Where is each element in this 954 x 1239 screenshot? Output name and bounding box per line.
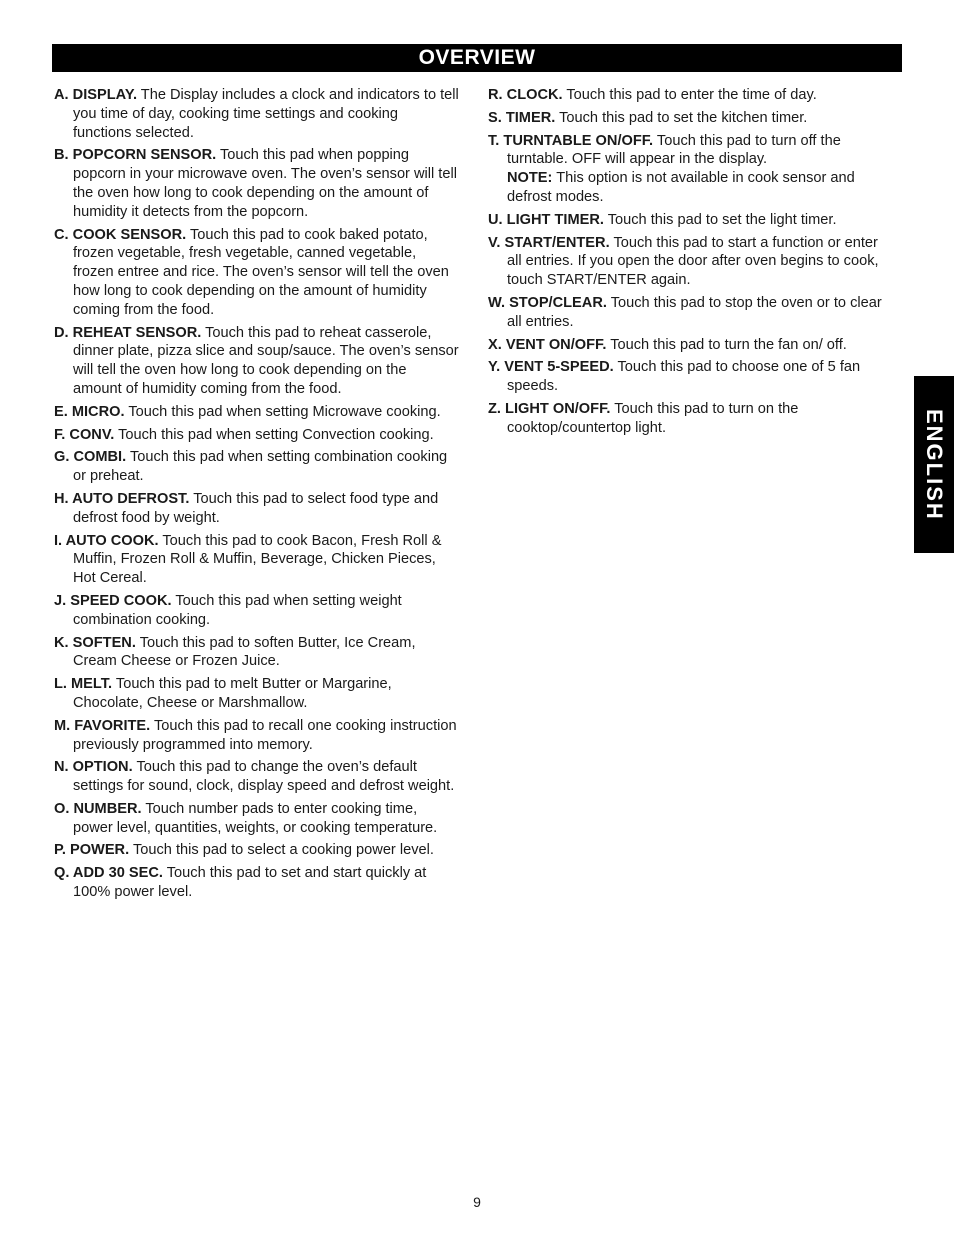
entry-label: G. COMBI. bbox=[54, 449, 127, 466]
entry-text: Touch this pad to set and start quickly at 100% power level. bbox=[73, 865, 427, 901]
entry-label: E. MICRO. bbox=[54, 403, 125, 420]
entry-text: Touch this pad to turn off the turntable. OFF will appear in the display. bbox=[507, 132, 841, 168]
entry-text: Touch this pad to cook baked potato, frozen vegetable, fresh vegetable, canned vegetable, frozen entree and rice. The oven’s sensor will tell the oven how long to cook depending on the amount of humidity coming from the food. bbox=[73, 226, 449, 318]
entry-o-number bbox=[54, 800, 459, 838]
entry-label: Z. LIGHT ON/OFF. bbox=[488, 400, 611, 417]
entry-g-combi bbox=[54, 448, 459, 486]
entry-label: N. OPTION. bbox=[54, 759, 133, 776]
entry-text: Touch this pad to select a cooking power level. bbox=[132, 842, 434, 859]
entry-label: T. TURNTABLE ON/OFF. bbox=[488, 132, 654, 149]
entry-m-favorite bbox=[54, 717, 459, 755]
entry-text: Touch this pad to soften Butter, Ice Cream, Cream Cheese or Frozen Juice. bbox=[73, 634, 416, 670]
note-label: NOTE: bbox=[507, 170, 553, 187]
entry-label: L. MELT. bbox=[54, 676, 113, 693]
entry-w-stop-clear bbox=[488, 294, 893, 332]
section-title: OVERVIEW bbox=[418, 46, 536, 69]
entry-text: Touch this pad to set the kitchen timer. bbox=[559, 109, 808, 126]
entry-l-melt bbox=[54, 675, 459, 713]
entry-b-popcorn-sensor bbox=[54, 146, 459, 221]
entry-label: C. COOK SENSOR. bbox=[54, 226, 187, 243]
entry-text: Touch this pad when setting weight combination cooking. bbox=[73, 592, 402, 628]
entry-label: O. NUMBER. bbox=[54, 800, 142, 817]
entry-label: H. AUTO DEFROST. bbox=[54, 490, 190, 507]
entry-s-timer bbox=[488, 109, 893, 128]
entry-q-add-30-sec bbox=[54, 864, 459, 902]
entry-text: Touch this pad when setting Convection cooking. bbox=[118, 426, 434, 443]
entry-text: Touch this pad to select food type and defrost food by weight. bbox=[73, 490, 439, 526]
entry-t-turntable bbox=[488, 132, 893, 207]
entry-label: A. DISPLAY. bbox=[54, 87, 137, 103]
entry-label: K. SOFTEN. bbox=[54, 634, 136, 651]
entry-label: B. POPCORN SENSOR. bbox=[54, 147, 217, 164]
entry-label: Q. ADD 30 SEC. bbox=[54, 865, 163, 882]
entry-r-clock bbox=[488, 86, 893, 105]
entry-text: Touch this pad to recall one cooking instruction previously programmed into memory. bbox=[73, 717, 457, 753]
note-text: This option is not available in cook sensor and defrost modes. bbox=[507, 170, 855, 205]
entry-label: V. START/ENTER. bbox=[488, 234, 610, 251]
entry-text: Touch this pad when popping popcorn in your microwave oven. The oven’s sensor will tell the oven how long to cook depending on the amount of humidity it detects from the popcorn. bbox=[73, 147, 457, 220]
page-number: 9 bbox=[473, 1194, 481, 1210]
entry-text: Touch this pad when setting Microwave cooking. bbox=[128, 403, 441, 420]
entry-text: Touch this pad to stop the oven or to clear all entries. bbox=[507, 294, 882, 330]
entry-f-conv bbox=[54, 426, 459, 445]
entry-label: R. CLOCK. bbox=[488, 87, 563, 103]
entry-text: Touch this pad to melt Butter or Margarine, Chocolate, Cheese or Marshmallow. bbox=[73, 676, 392, 711]
entry-text: Touch this pad to reheat casserole, dinner plate, pizza slice and soup/sauce. The oven’s sensor will tell the oven how long to cook depending on the amount of humidity coming from the food. bbox=[73, 324, 459, 397]
entry-text: Touch number pads to enter cooking time, power level, quantities, weights, or cooking temperature. bbox=[73, 800, 438, 836]
entry-z-light-on-off bbox=[488, 400, 893, 438]
entry-label: I. AUTO COOK. bbox=[54, 532, 159, 549]
entry-text: Touch this pad to enter the time of day. bbox=[566, 87, 817, 103]
entry-text: Touch this pad to turn on the cooktop/countertop light. bbox=[507, 400, 799, 436]
entry-label: M. FAVORITE. bbox=[54, 717, 151, 734]
entry-text: Touch this pad to choose one of 5 fan speeds. bbox=[507, 359, 861, 395]
entry-text: Touch this pad to cook Bacon, Fresh Roll & Muffin, Frozen Roll & Muffin, Beverage, Chicken Pieces, Hot Cereal. bbox=[73, 532, 442, 587]
entry-c-cook-sensor bbox=[54, 226, 459, 320]
entry-i-auto-cook bbox=[54, 532, 459, 588]
entry-h-auto-defrost bbox=[54, 490, 459, 528]
entry-text: Touch this pad to set the light timer. bbox=[607, 211, 837, 228]
entry-label: S. TIMER. bbox=[488, 109, 556, 126]
entry-label: Y. VENT 5-SPEED. bbox=[488, 359, 614, 376]
entry-text: Touch this pad to turn the fan on/ off. bbox=[610, 336, 847, 353]
language-tab-label: ENGLISH bbox=[922, 408, 947, 521]
entry-label: F. CONV. bbox=[54, 426, 115, 443]
entry-text: Touch this pad to start a function or enter all entries. If you open the door after oven begins to cook, touch START/ENTER again. bbox=[507, 234, 879, 289]
entry-u-light-timer bbox=[488, 211, 893, 230]
entry-y-vent-5-speed bbox=[488, 358, 893, 396]
entry-label: J. SPEED COOK. bbox=[54, 592, 172, 609]
entry-label: P. POWER. bbox=[54, 842, 130, 859]
language-tab bbox=[914, 376, 954, 553]
section-header bbox=[52, 44, 902, 72]
entry-note bbox=[507, 169, 893, 207]
entry-x-vent-on-off bbox=[488, 336, 893, 355]
entry-k-soften bbox=[54, 634, 459, 672]
entry-label: U. LIGHT TIMER. bbox=[488, 211, 604, 228]
entry-label: W. STOP/CLEAR. bbox=[488, 294, 607, 311]
entry-text: The Display includes a clock and indicators to tell you time of day, cooking time settings and cooking functions selected. bbox=[73, 87, 459, 141]
entry-text: Touch this pad to change the oven’s default settings for sound, clock, display speed and defrost weight. bbox=[73, 759, 455, 795]
right-column bbox=[488, 86, 893, 442]
left-column bbox=[54, 86, 459, 906]
entry-label: D. REHEAT SENSOR. bbox=[54, 324, 202, 341]
entry-n-option bbox=[54, 758, 459, 796]
entry-v-start-enter bbox=[488, 234, 893, 290]
entry-label: X. VENT ON/OFF. bbox=[488, 336, 607, 353]
entry-j-speed-cook bbox=[54, 592, 459, 630]
entry-d-reheat-sensor bbox=[54, 324, 459, 399]
entry-p-power bbox=[54, 841, 459, 860]
entry-a-display bbox=[54, 86, 459, 142]
entry-e-micro bbox=[54, 403, 459, 422]
entry-text: Touch this pad when setting combination cooking or preheat. bbox=[73, 449, 448, 485]
